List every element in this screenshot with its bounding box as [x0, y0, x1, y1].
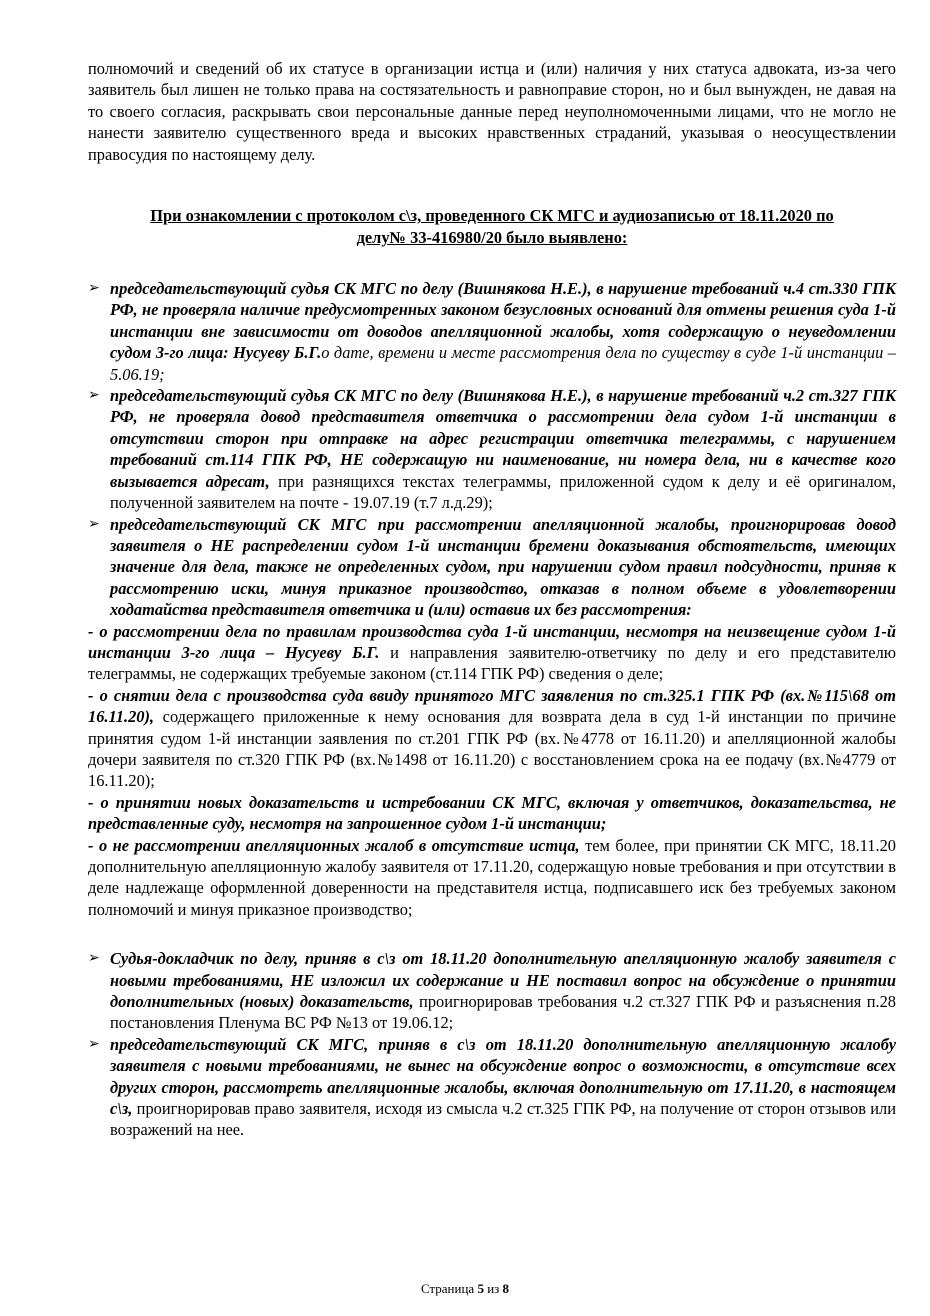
sub-list-item: - о принятии новых доказательств и истребовании СК МГС, включая у ответчиков, доказательства, не представленные суду, несмотря на запрошенное судом 1-й инстанции; — [88, 792, 896, 834]
document-page — [88, 58, 896, 1141]
arrow-bullet-icon: ➢ — [88, 387, 100, 404]
list-item: ➢ председательствующий СК МГС, приняв в с\з от 18.11.20 дополнительную апелляционную жалобу заявителя с новыми требованиями, не вынес на обсуждение вопрос о возможности, в отсутствие всех других сторон, рассмотреть апелляционные жалобы, включая дополнительную от 17.11.20, в настоящем с\з, проигнорировав право заявителя, исходя из смысла ч.2 ст.325 ГПК РФ, на получение от сторон отзывов или возражений на нее. — [88, 1034, 896, 1140]
arrow-bullet-icon: ➢ — [88, 950, 100, 967]
arrow-bullet-icon: ➢ — [88, 1035, 100, 1052]
heading-line-1: При ознакомлении с протоколом с\з, проведенного СК МГС и аудиозаписью от 18.11.2020 по — [150, 206, 834, 226]
page-footer — [0, 1281, 930, 1297]
spacer — [88, 920, 896, 948]
list-item: ➢ председательствующий судья СК МГС по делу (Вишнякова Н.Е.), в нарушение требований ч.4 ст.330 ГПК РФ, не проверяла наличие предусмотренных законом безусловных оснований для отмены решения суда 1-й инстанции вне зависимости от доводов апелляционной жалобы, хотя содержащую о неуведомлении судом 3-го лица: Нусуеву Б.Г.о дате, времени и месте рассмотрения дела по существу в суде 1-й инстанции – 5.06.19; — [88, 279, 897, 384]
sub-list-item: - о рассмотрении дела по правилам производства суда 1-й инстанции, несмотря на неизвещение судом 1-й инстанции 3-го лица – Нусуеву Б.Г. и направления заявителю-ответчику по делу и его представителю телеграммы, не содержащих требуемые законом (ст.114 ГПК РФ) сведения о деле; — [88, 621, 896, 684]
footer-prefix: Страница — [420, 1281, 475, 1296]
list-item: ➢ Судья-докладчик по делу, приняв в с\з от 18.11.20 дополнительную апелляционную жалобу заявителя с новыми требованиями, НЕ изложил их содержание и НЕ поставил вопрос на обсуждение о принятии дополнительных (новых) доказательств, проигнорировав требования ч.2 ст.327 ГПК РФ и разъяснения п.28 постановления Пленума ВС РФ №13 от 19.06.12; — [88, 949, 896, 1033]
arrow-bullet-icon: ➢ — [88, 515, 100, 532]
footer-page-number: 5 — [477, 1281, 484, 1296]
heading-line-2: делу№ 33-416980/20 было выявлено: — [356, 228, 628, 248]
list-item: ➢ председательствующий судья СК МГС по делу (Вишнякова Н.Е.), в нарушение требований ч.2 ст.327 ГПК РФ, не проверяла довод представителя ответчика о рассмотрении дела судом 1-й инстанции в отсутствии сторон при отправке на адрес регистрации ответчика телеграммы, с нарушением требований ст.114 ГПК РФ, НЕ содержащую ни наименование, ни номера дела, ни в качестве кого вызывается адресат, при разнящихся текстах телеграммы, приложенной судом к делу и её оригиналом, полученной заявителем на почте - 19.07.19 (т.7 л.д.29); — [88, 386, 896, 513]
footer-total-pages: 8 — [502, 1281, 510, 1296]
sub-list-item: - о снятии дела с производства суда ввиду принятого МГС заявления по ст.325.1 ГПК РФ (вх.№115\68 от 16.11.20), содержащего приложенные к нему основания для возврата дела в суд 1-й инстанции по причине принятия судом 1-й инстанции заявления по ст.201 ГПК РФ (вх.№4778 от 16.11.20) и апелляционной жалобы дочери заявителя по ст.320 ГПК РФ (вх.№1498 от 16.11.20) с восстановлением срока на ее подачу (вх.№4779 от 16.11.20); — [88, 685, 896, 791]
footer-middle: из — [487, 1281, 500, 1296]
list-item: ➢ председательствующий СК МГС при рассмотрении апелляционной жалобы, проигнорировав довод заявителя о НЕ распределении судом 1-й инстанции бремени доказывания обстоятельств, имеющих значение для дела, также не определенных судом, при нарушении судом правил подсудности, приняв к рассмотрению иски, минуя приказное производство, отказав в полном объеме в удовлетворении ходатайства представителя ответчика и (или) оставив их без рассмотрения: — [88, 514, 896, 620]
sub-list-item: - о не рассмотрении апелляционных жалоб в отсутствие истца, тем более, при принятии СК МГС, 18.11.20 дополнительную апелляционную жалобу заявителя от 17.11.20, содержащую новые требования и при отсутствии в деле надлежаще оформленной доверенности на представителя истца, подписавшего иск без требуемых законом полномочий и минуя приказное производство; — [88, 835, 896, 919]
arrow-bullet-icon: ➢ — [88, 280, 100, 297]
intro-paragraph: полномочий и сведений об их статусе в организации истца и (или) наличия у них статуса адвоката, из-за чего заявитель был лишен не только права на состязательность и равноправие сторон, но и был вынужден, не давая на то своего согласия, раскрывать свои персональные данные перед неуполномоченными лицами, что не могло не нанести заявителю существенного вреда и высоких нравственных страданий, указывая о неосуществлении правосудия по настоящему делу. — [88, 59, 896, 164]
section-heading — [88, 205, 896, 249]
